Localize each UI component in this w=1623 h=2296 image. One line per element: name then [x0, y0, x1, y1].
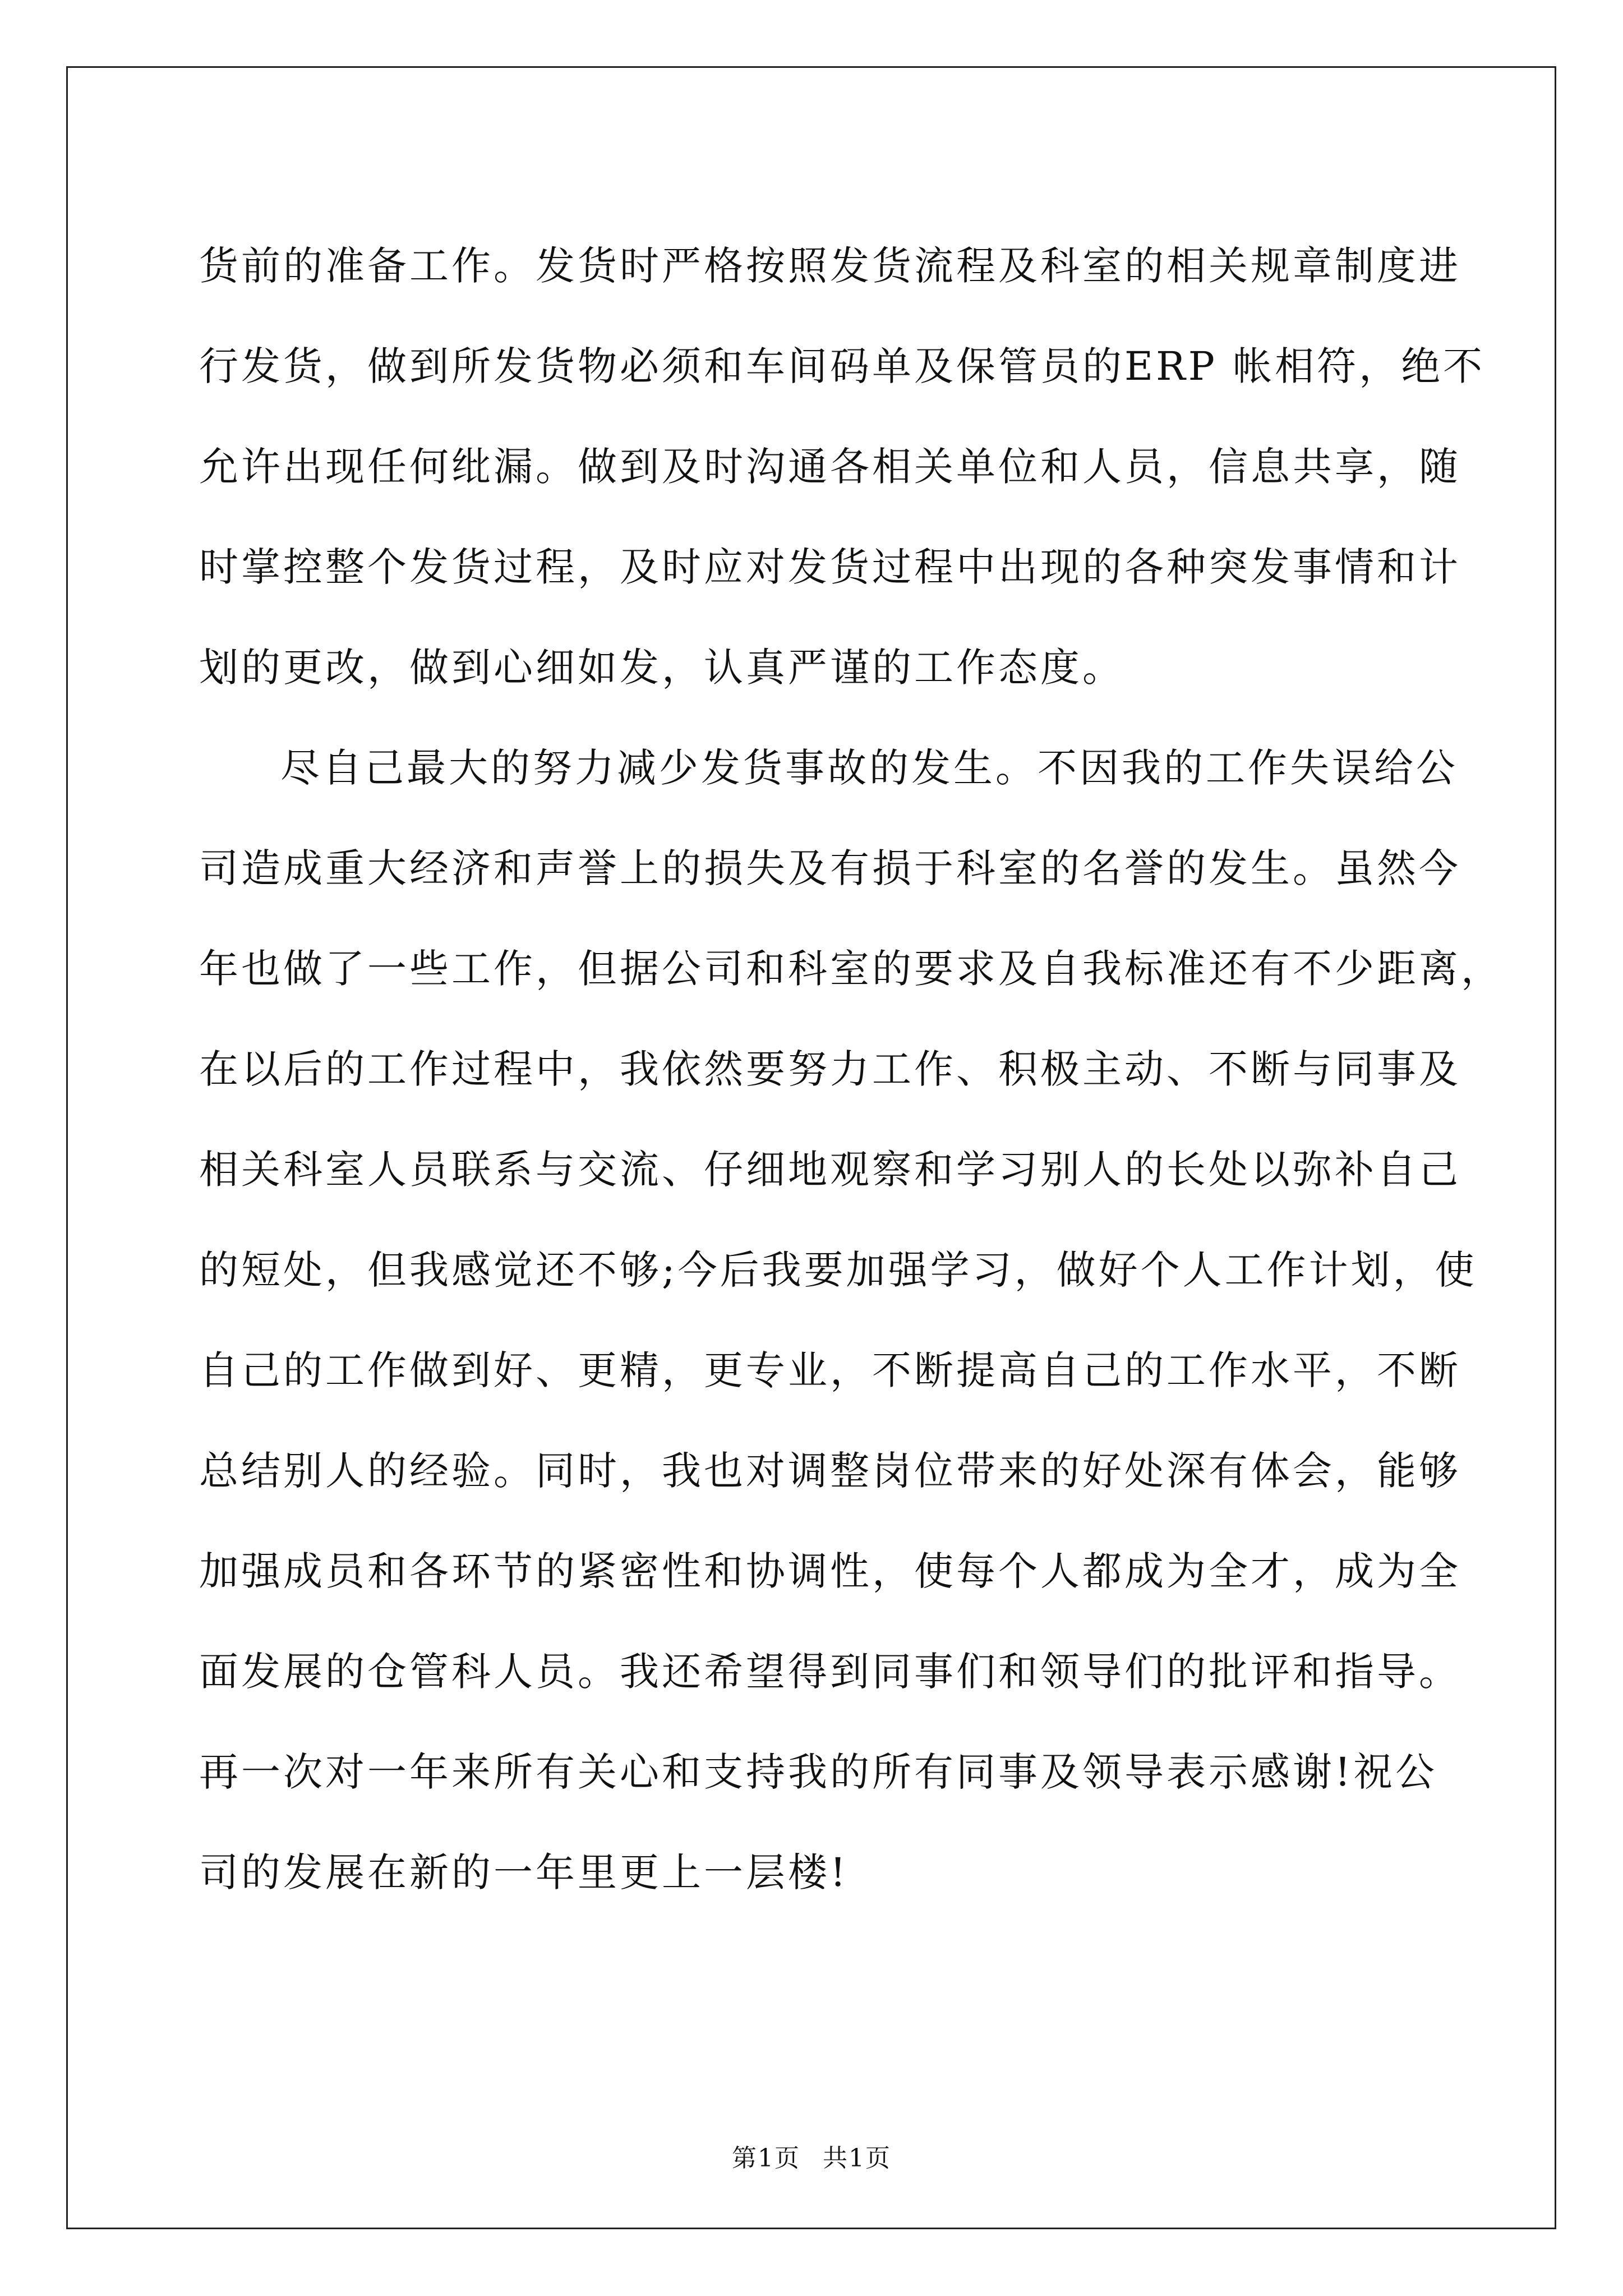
document-body [199, 216, 1503, 1923]
text-line: 总结别人的经验。同时，我也对调整岗位带来的好处深有体会，能够 [199, 1448, 1461, 1494]
text-line: 再一次对一年来所有关心和支持我的所有同事及领导表示感谢!祝公 [199, 1749, 1438, 1795]
page-footer [0, 2142, 1623, 2175]
text-line: 货前的准备工作。发货时严格按照发货流程及科室的相关规章制度进 [199, 243, 1461, 289]
text-line: 在以后的工作过程中，我依然要努力工作、积极主动、不断与同事及 [199, 1046, 1461, 1092]
text-line: 相关科室人员联系与交流、仔细地观察和学习别人的长处以弥补自己 [199, 1147, 1461, 1193]
text-line: 司的发展在新的一年里更上一层楼! [199, 1849, 849, 1895]
text-line: 时掌控整个发货过程，及时应对发货过程中出现的各种突发事情和计 [199, 544, 1461, 590]
text-line: 面发展的仓管科人员。我还希望得到同事们和领导们的批评和指导。 [199, 1649, 1461, 1695]
text-line: 划的更改，做到心细如发，认真严谨的工作态度。 [199, 645, 1124, 691]
text-line: 加强成员和各环节的紧密性和协调性，使每个人都成为全才，成为全 [199, 1548, 1461, 1594]
text-line: 年也做了一些工作，但据公司和科室的要求及自我标准还有不少距离， [199, 946, 1503, 992]
page-total: 共1页 [823, 2144, 891, 2173]
text-line: 允许出现任何纰漏。做到及时沟通各相关单位和人员，信息共享，随 [199, 444, 1461, 490]
text-line: 的短处，但我感觉还不够;今后我要加强学习，做好个人工作计划，使 [199, 1247, 1477, 1293]
text-line: 司造成重大经济和声誉上的损失及有损于科室的名誉的发生。虽然今 [199, 845, 1461, 891]
text-line: 行发货，做到所发货物必须和车间码单及保管员的ERP 帐相符，绝不 [199, 343, 1486, 389]
paragraph-first-line: 尽自己最大的努力减少发货事故的发生。不因我的工作失误给公 [280, 745, 1458, 791]
page-number: 第1页 [732, 2144, 800, 2173]
text-line: 自己的工作做到好、更精，更专业，不断提高自己的工作水平，不断 [199, 1347, 1461, 1393]
